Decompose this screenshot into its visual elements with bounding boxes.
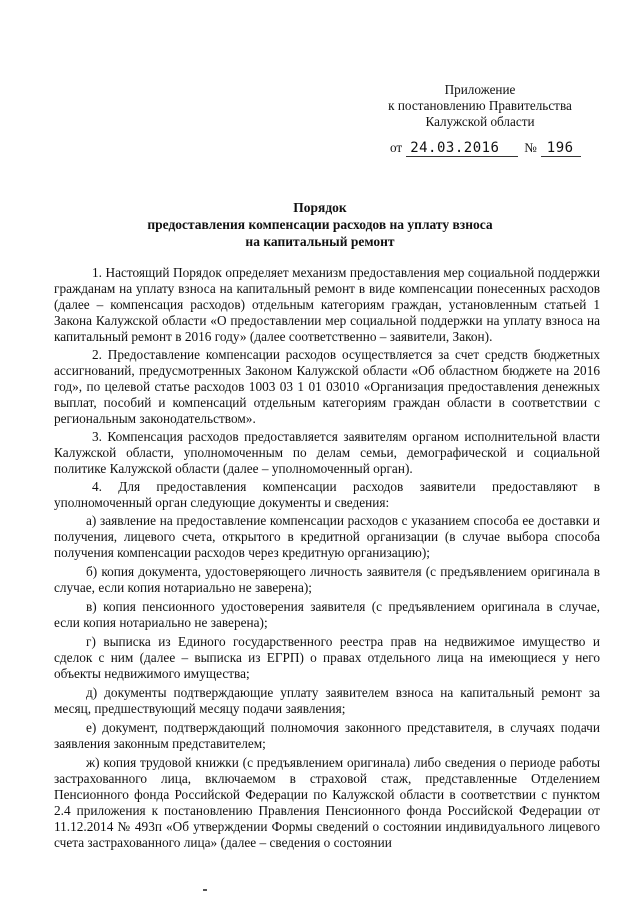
subitem-v: в) копия пенсионного удостоверения заявителя (с предъявлением оригинала в случае, если копия нотариально не заверена); <box>54 599 600 630</box>
paragraph-3: 3. Компенсация расходов предоставляется заявителям органом исполнительной власти Калужской области, уполномоченным по делам семьи, демографической и социальной политике Калужской области (далее – уполномоченный орган). <box>54 429 600 476</box>
appendix-line-1: Приложение <box>444 82 516 97</box>
subitem-b: б) копия документа, удостоверяющего личность заявителя (с предъявлением оригинала в случае, если копия нотариально не заверена); <box>54 564 600 595</box>
document-date: 24.03.2016 <box>406 140 518 157</box>
appendix-line-3: Калужской области <box>425 114 535 129</box>
document-number: 196 <box>541 140 581 157</box>
paragraph-1: 1. Настоящий Порядок определяет механизм предоставления мер социальной поддержки гражданам на уплату взноса на капитальный ремонт в виде компенсации понесенных расходов (далее – компенсация расходов) отдельным категориям граждан, установленным статьей 1 Закона Калужской области «О предоставлении мер социальной поддержки на уплату взноса на капитальный ремонт в 2016 году» (далее соответственно – заявители, Закон). <box>54 265 600 344</box>
appendix-header <box>385 82 575 130</box>
subitem-zh: ж) копия трудовой книжки (с предъявлением оригинала) либо сведения о периоде работы застрахованного лица, включаемом в страховой стаж, представленные Отделением Пенсионного фонда Российской Федерации по Калужской области в соответствии с пунктом 2.4 приложения к постановлению Правления Пенсионного фонда Российской Федерации от 11.12.2014 № 493п «Об утверждении Формы сведений о состоянии индивидуального лицевого счета застрахованного лица» (далее – сведения о состоянии <box>54 755 600 850</box>
title-line-2: предоставления компенсации расходов на уплату взноса <box>147 217 493 232</box>
number-label: № <box>524 140 537 155</box>
title-line-3: на капитальный ремонт <box>245 234 395 249</box>
paragraph-2: 2. Предоставление компенсации расходов осуществляется за счет средств бюджетных ассигнований, предусмотренных Законом Калужской области «Об областном бюджете на 2016 год», по целевой статье расходов 1003 03 1 01 03010 «Организация предоставления денежных выплат, пособий и компенсаций отдельным категориям граждан области в соответствии с региональным законодательством». <box>54 347 600 426</box>
document-body <box>54 265 600 854</box>
paragraph-4: 4. Для предоставления компенсации расходов заявители предоставляют в уполномоченный орган следующие документы и сведения: <box>54 479 600 510</box>
title-line-1: Порядок <box>293 200 347 215</box>
document-title <box>80 199 560 250</box>
appendix-line-2: к постановлению Правительства <box>388 98 572 113</box>
document-reference <box>390 140 581 157</box>
subitem-e: е) документ, подтверждающий полномочия законного представителя, в случаях подачи заявления законным представителем; <box>54 720 600 751</box>
from-label: от <box>390 140 403 155</box>
scan-mark <box>203 889 207 891</box>
subitem-d: д) документы подтверждающие уплату заявителем взноса на капитальный ремонт за месяц, предшествующий месяцу подачи заявления; <box>54 685 600 716</box>
subitem-a: а) заявление на предоставление компенсации расходов с указанием способа ее доставки и получения, лицевого счета, открытого в кредитной организации (в случае выбора способа получения компенсации расходов через кредитную организацию); <box>54 513 600 560</box>
subitem-g: г) выписка из Единого государственного реестра прав на недвижимое имущество и сделок с ним (далее – выписка из ЕГРП) о правах отдельного лица на имеющиеся у него объекты недвижимого имущества; <box>54 634 600 681</box>
